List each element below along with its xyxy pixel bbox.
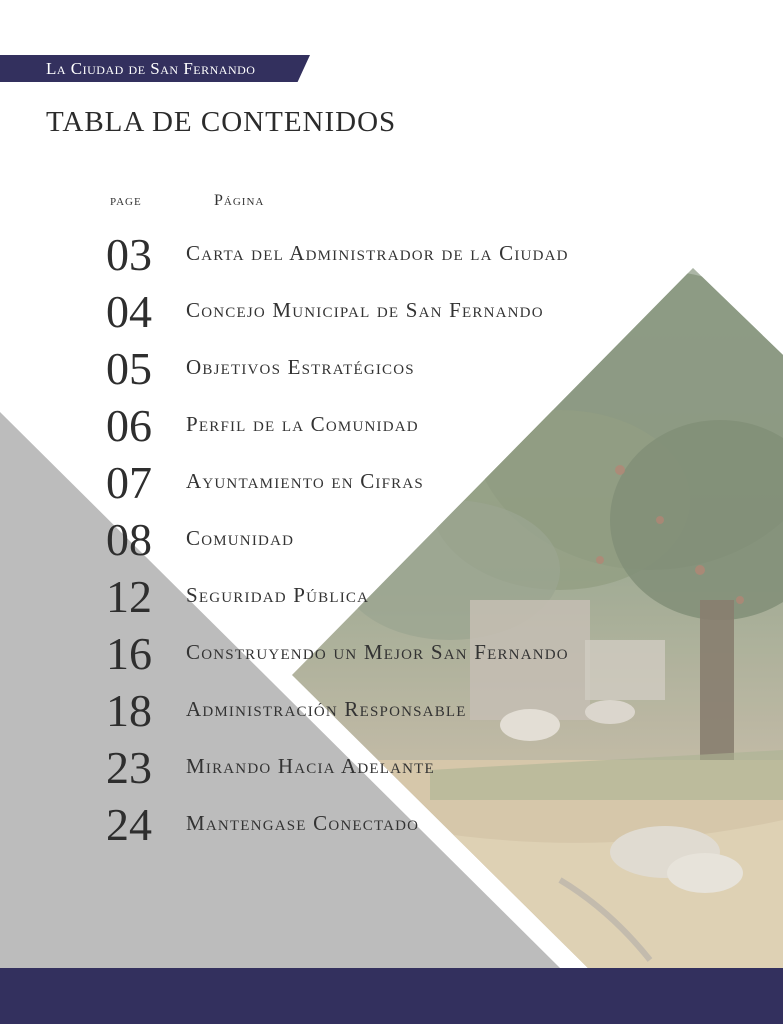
column-header-pagina: Página [214, 192, 265, 209]
toc-section-title: Mantengase Conectado [186, 811, 420, 835]
toc-item[interactable] [0, 798, 783, 855]
toc-page-number: 05 [106, 343, 152, 394]
toc-page-number: 24 [106, 799, 152, 850]
toc-page-number: 18 [106, 685, 152, 736]
table-of-contents [0, 228, 783, 855]
toc-section-title: Mirando Hacia Adelante [186, 754, 435, 778]
toc-page-number: 12 [106, 571, 152, 622]
footer-bar [0, 968, 783, 1024]
page-title: TABLA DE CONTENIDOS [46, 106, 397, 138]
toc-item[interactable] [0, 456, 783, 513]
toc-item[interactable] [0, 285, 783, 342]
toc-section-title: Concejo Municipal de San Fernando [186, 298, 544, 322]
toc-page-number: 07 [106, 457, 152, 508]
toc-section-title: Seguridad Pública [186, 583, 370, 607]
toc-page-number: 16 [106, 628, 152, 679]
toc-section-title: Ayuntamiento en Cifras [186, 469, 424, 493]
toc-section-title: Carta del Administrador de la Ciudad [186, 241, 569, 265]
toc-page-number: 06 [106, 400, 152, 451]
toc-item[interactable] [0, 570, 783, 627]
toc-item[interactable] [0, 627, 783, 684]
toc-item[interactable] [0, 228, 783, 285]
toc-item[interactable] [0, 741, 783, 798]
toc-page-number: 04 [106, 286, 152, 337]
column-header-page: page [110, 192, 142, 209]
toc-page-number: 03 [106, 229, 152, 280]
toc-item[interactable] [0, 399, 783, 456]
toc-section-title: Objetivos Estratégicos [186, 355, 415, 379]
toc-section-title: Comunidad [186, 526, 295, 550]
toc-section-title: Construyendo un Mejor San Fernando [186, 640, 569, 664]
toc-item[interactable] [0, 342, 783, 399]
banner-title: La Ciudad de San Fernando [46, 59, 256, 78]
toc-page-number: 08 [106, 514, 152, 565]
toc-item[interactable] [0, 513, 783, 570]
toc-item[interactable] [0, 684, 783, 741]
toc-section-title: Perfil de la Comunidad [186, 412, 419, 436]
toc-section-title: Administración Responsable [186, 697, 467, 721]
toc-page-number: 23 [106, 742, 152, 793]
